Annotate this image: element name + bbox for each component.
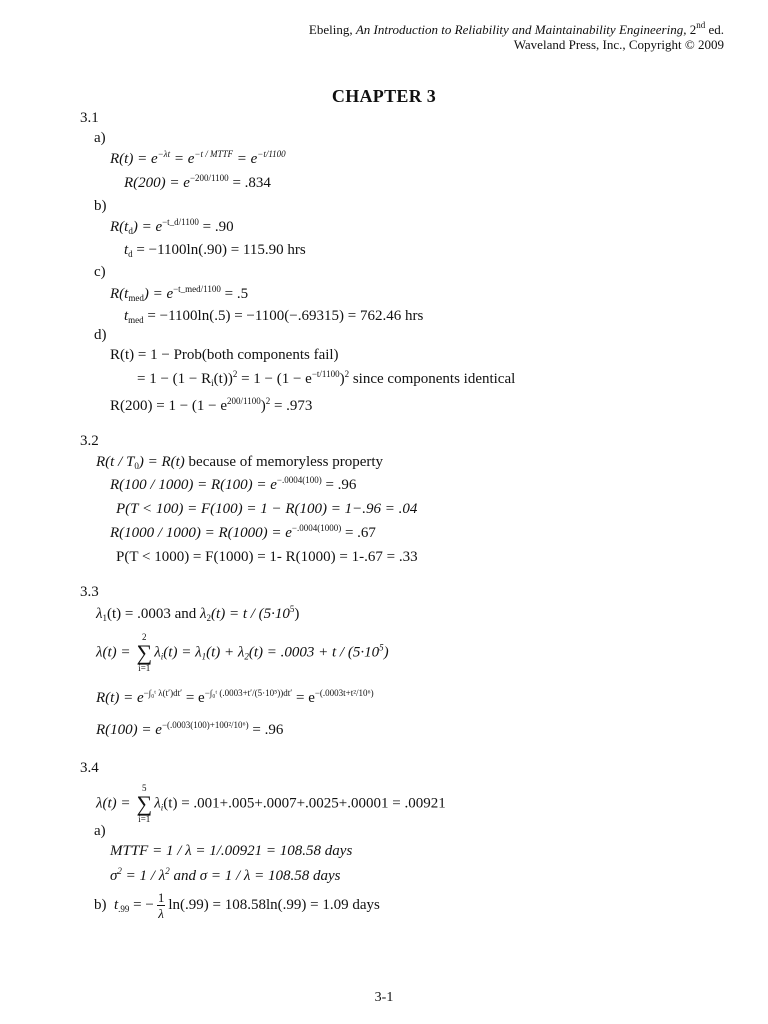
equation-3-1-d1: R(t) = 1 − Prob(both components fail) [110,347,339,363]
equation-3-1-a2: $R(200) = e^{-200/1100} = .834$ [124,173,271,191]
equation-3-2-l4: $R(1000 / 1000) = R(1000) = e^{-.0004(1000)} = .67$ [110,523,376,541]
problem-number-3-3: 3.3 [80,584,99,600]
equation-3-2-l3: P(T < 100) = F(100) = 1 − R(100) = 1−.96 = .04 [116,501,418,517]
part-label-a: a) [94,130,106,146]
problem-number-3-2: 3.2 [80,433,99,449]
equation-3-3-l3: $R(t) = e^{-\int_0ᵗ \lambda(t')dt'} = e^{-\int_0ᵗ (.0003+t'/(5\cdot 10^5))dt'} = e^{-(.0003t+t^2/10^6)}$ [96,688,374,706]
header-publisher: Waveland Press, Inc., Copyright © 2009 [513,37,724,52]
header-book-title: An Introduction to Reliability and Maintainability Engineering, [355,22,687,37]
equation-3-3-l2: λ(t) = 2 ∑ i=1 $\lambda_i(t) = \lambda_1(t) + \lambda_2(t) = .0003 + t / (5\cdot 10^5)$ [96,632,389,673]
header-citation [309,22,724,37]
equation-3-4-l1: λ(t) = 5 ∑ i=1 $\lambda_i(t) = .001+.005+.0007+.0025+.00001 = .00921$ [96,783,446,824]
part-label-3-4-a: a) [94,823,106,839]
part-label-c: c) [94,264,106,280]
part-label-d: d) [94,327,107,343]
equation-3-1-c1: $R(t_{med}) = e^{-t\_med/1100} = .5$ [110,284,249,303]
summation-sign: 5 ∑ i=1 [136,783,153,824]
equation-3-4-a2: $\sigma^2 = 1 / \lambda^2$ and σ = 1 / λ = 108.58 days [110,866,341,884]
page-number: 3-1 [374,990,394,1005]
equation-3-1-d2: = $1 - (1 - R_i(t))^2 = 1 - (1 - e^{-t/1100})^2$ since components identical [137,369,516,388]
equation-3-1-c2: $t_{med} = -1100\ln(.5) = -1100(-.69315) = 762.46$ hrs [124,308,424,325]
equation-3-1-b2: $t_d = -1100\ln(.90) = 115.90$ hrs [124,242,306,259]
problem-number-3-4: 3.4 [80,760,99,776]
fraction-one-over-lambda: $\frac{1}{\lambda}$ [157,890,165,921]
problem-number-3-1: 3.1 [80,110,99,126]
chapter-title: CHAPTER 3 [331,86,437,106]
equation-3-4-a1: MTTF = 1 / λ = 1/.00921 = 108.58 days [110,843,353,859]
equation-3-4-b1: b) $t_{.99}$ = − $\frac{1}{\lambda}$ ln(.99) = 108.58ln(.99) = 1.09 days [94,890,380,921]
header-edition-sup: nd [696,20,706,30]
equation-3-3-l1: $\lambda_1(t) = .0003$ and $\lambda_2(t) = t / (5\cdot 10^5)$ [96,604,300,623]
equation-3-2-l2: $R(100 / 1000) = R(100) = e^{-.0004(100)} = .96$ [110,475,357,493]
equation-3-1-b1: $R(t_d) = e^{-t\_d/1100} = .90$ [110,217,234,236]
summation-sign: 2 ∑ i=1 [136,632,153,673]
header-author: Ebeling, [308,22,356,37]
part-label-b: b) [94,198,107,214]
equation-3-3-l4: $R(100) = e^{-(.0003(100)+100^2/10^6)} = .96$ [96,720,284,738]
equation-3-2-l5: P(T < 1000) = F(1000) = 1- R(1000) = 1-.67 = .33 [116,549,418,565]
header-edition-tail: ed. [705,22,724,37]
equation-3-1-d3: $R(200) = 1 - (1 - e^{200/1100})^2 = .973$ [110,396,313,414]
equation-3-2-l1: $R(t / T_0) = R(t)$ because of memoryless property [96,454,384,471]
header-edition: 2 [686,22,697,37]
equation-3-1-a1: $R(t) = e^{-\lambda t} = e^{-t / MTTF} = e^{-t/1100}$ [110,149,286,167]
